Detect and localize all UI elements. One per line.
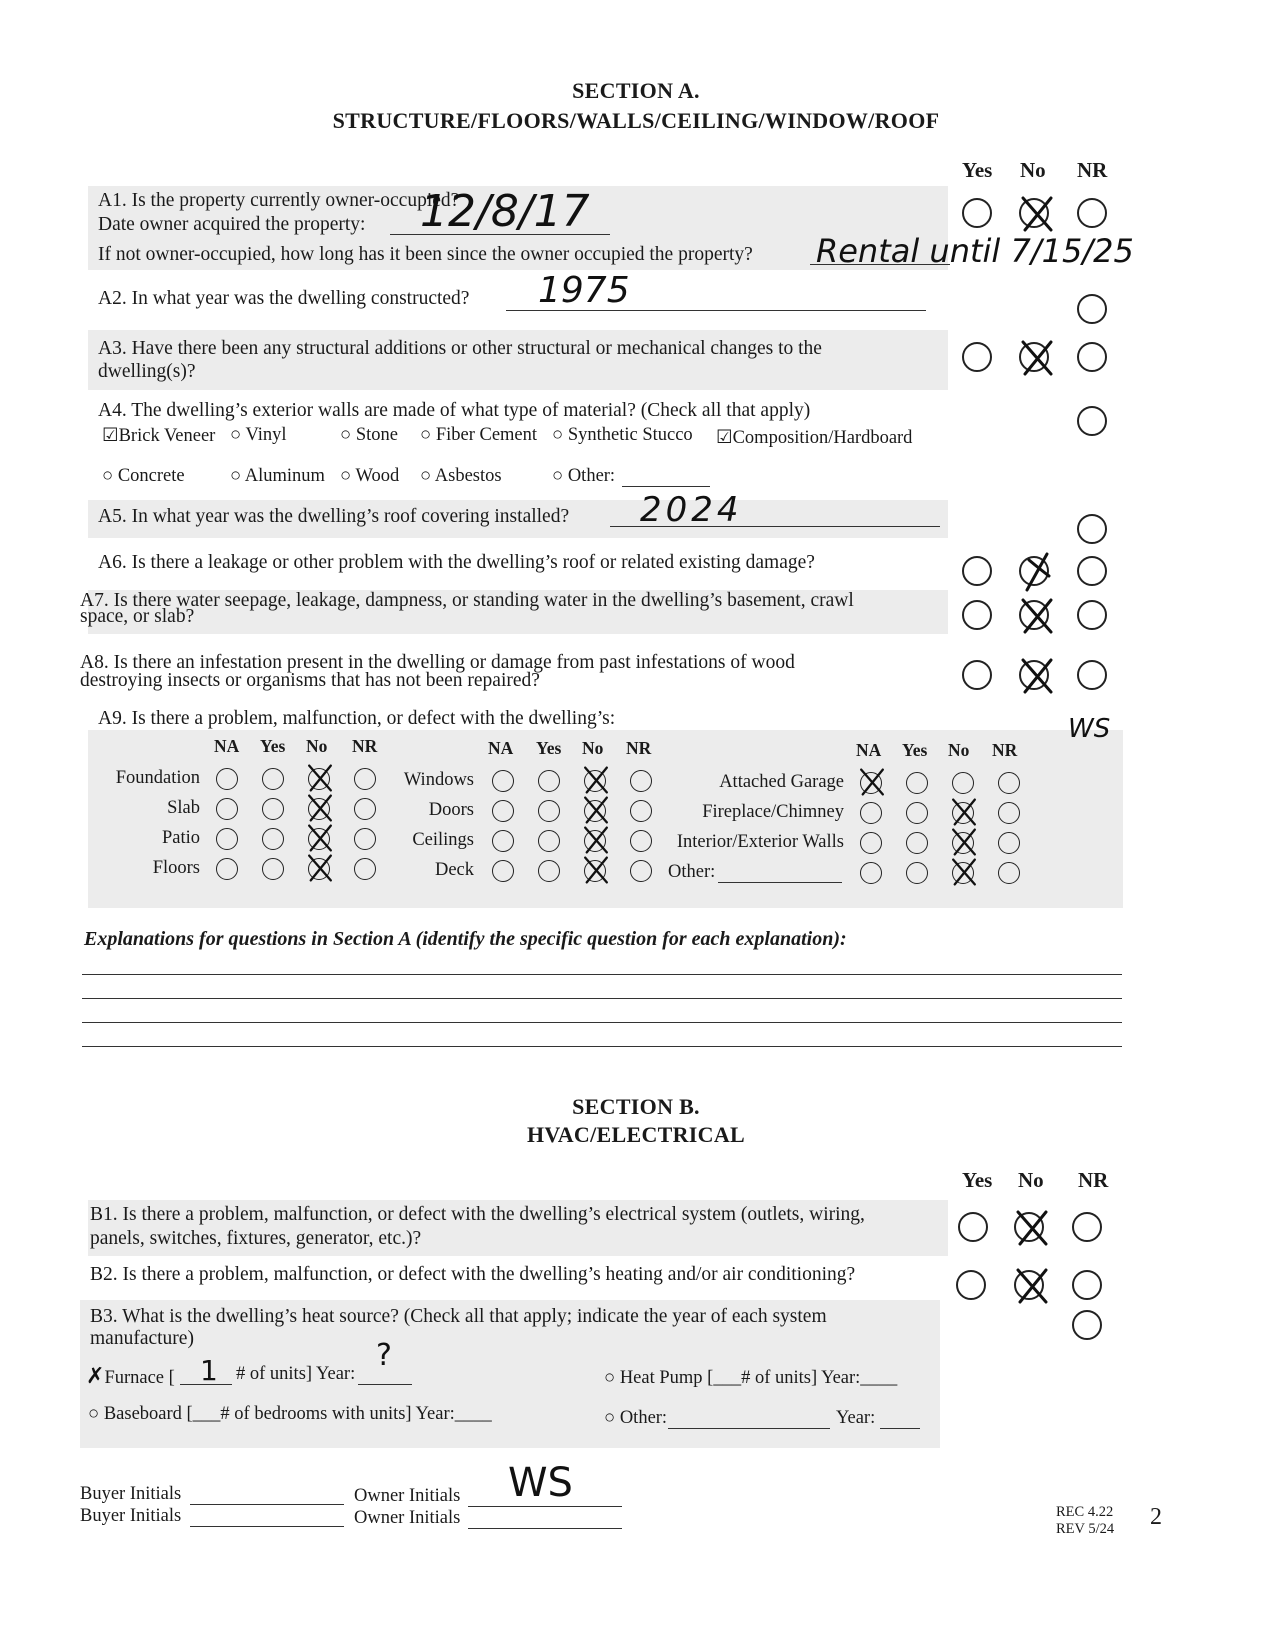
section-b-subtitle: HVAC/ELECTRICAL [526, 1122, 746, 1147]
b2-yes-radio[interactable] [956, 1270, 986, 1300]
a4-option-other[interactable]: ○ Other: [552, 466, 616, 486]
a3-yes-radio[interactable] [962, 342, 992, 372]
b-col-yes-header: Yes [962, 1168, 993, 1192]
a9-g2-row3-no-radio[interactable] [584, 830, 606, 852]
a9-g1-row1-yes-radio[interactable] [262, 768, 284, 790]
a9-patio-label: Patio [161, 828, 200, 848]
b3-furnace-units-value: 1 [200, 1354, 218, 1387]
b-col-no-header: No [1018, 1168, 1044, 1192]
a9-g3-nr-header: NR [992, 740, 1018, 760]
a1-date-value: 12/8/17 [420, 186, 590, 237]
a9-other-label: Other: [668, 862, 716, 882]
a8-no-radio[interactable] [1019, 660, 1049, 690]
a8-question-line1: A8. Is there an infestation present in the dwelling or damage from past infestations of wood [80, 652, 795, 673]
a9-g3-row1-no-radio[interactable] [952, 772, 974, 794]
a1-how-long-label: If not owner-occupied, how long has it been since the owner occupied the property? [98, 244, 753, 265]
a9-g3-row4-nr-radio[interactable] [998, 862, 1020, 884]
a8-question-line2: destroying insects or organisms that has not been repaired? [80, 670, 540, 691]
a4-nr-radio[interactable] [1077, 406, 1107, 436]
a9-fireplace-label: Fireplace/Chimney [702, 802, 844, 822]
a9-g2-row1-yes-radio[interactable] [538, 770, 560, 792]
a4-option-concrete[interactable]: ○ Concrete [102, 466, 185, 486]
a9-g3-row2-no-radio[interactable] [952, 802, 974, 824]
b1-nr-radio[interactable] [1072, 1212, 1102, 1242]
a9-g3-row4-na-radio[interactable] [860, 862, 882, 884]
a2-question: A2. In what year was the dwelling constructed? [98, 288, 470, 309]
a9-question: A9. Is there a problem, malfunction, or defect with the dwelling’s: [98, 708, 616, 729]
x-mark-icon: ✗ [86, 1364, 105, 1389]
a9-g1-row3-yes-radio[interactable] [262, 828, 284, 850]
a6-question: A6. Is there a leakage or other problem with the dwelling’s roof or related existing damage? [98, 552, 815, 573]
a9-g3-row2-nr-radio[interactable] [998, 802, 1020, 824]
a9-g2-yes-header: Yes [536, 738, 562, 758]
a9-g3-row3-na-radio[interactable] [860, 832, 882, 854]
a9-g3-row1-nr-radio[interactable] [998, 772, 1020, 794]
a6-yes-radio[interactable] [962, 556, 992, 586]
a9-g1-na-header: NA [214, 736, 240, 756]
explanation-line[interactable] [82, 958, 1122, 975]
buyer-initials-label-1: Buyer Initials [80, 1484, 182, 1504]
a7-no-radio[interactable] [1019, 600, 1049, 630]
a9-slab-label: Slab [167, 798, 200, 818]
a9-g2-row3-yes-radio[interactable] [538, 830, 560, 852]
section-a-explanations-label: Explanations for questions in Section A (identify the specific question for each explanation): [84, 928, 847, 950]
b3-question-line1: B3. What is the dwelling’s heat source? (Check all that apply; indicate the year of each system [90, 1306, 827, 1327]
a9-g2-row1-nr-radio[interactable] [630, 770, 652, 792]
a9-g2-na-header: NA [488, 738, 514, 758]
a8-nr-radio[interactable] [1077, 660, 1107, 690]
a9-g2-row4-na-radio[interactable] [492, 860, 514, 882]
a1-question: A1. Is the property currently owner-occupied? [98, 190, 460, 211]
a9-g1-row1-na-radio[interactable] [216, 768, 238, 790]
buyer-initials-field-2[interactable] [190, 1508, 344, 1527]
a5-year-value: 2024 [640, 490, 743, 530]
a9-g3-row3-no-radio[interactable] [952, 832, 974, 854]
a9-g2-row4-no-radio[interactable] [584, 860, 606, 882]
b-col-nr-header: NR [1078, 1168, 1109, 1192]
b1-yes-radio[interactable] [958, 1212, 988, 1242]
b3-furnace-year-label: # of units] Year: [236, 1364, 356, 1384]
b3-other-year-label: Year: [836, 1408, 876, 1428]
a9-g2-nr-header: NR [626, 738, 652, 758]
a9-foundation-label: Foundation [115, 768, 200, 788]
a9-deck-label: Deck [434, 860, 474, 880]
b3-question-line2: manufacture) [90, 1328, 194, 1349]
a1-date-label: Date owner acquired the property: [98, 214, 366, 235]
a9-g3-row2-na-radio[interactable] [860, 802, 882, 824]
x-mark-icon [1010, 1264, 1054, 1308]
a9-attached-garage-label: Attached Garage [719, 772, 844, 792]
a9-g1-no-header: No [306, 736, 328, 756]
a9-g1-row4-na-radio[interactable] [216, 858, 238, 880]
a5-nr-radio[interactable] [1077, 514, 1107, 544]
a9-g3-row1-na-radio[interactable] [860, 772, 882, 794]
a9-g1-row2-yes-radio[interactable] [262, 798, 284, 820]
a2-year-value: 1975 [538, 270, 630, 311]
a3-question-line2: dwelling(s)? [98, 361, 196, 382]
b3-furnace-year-value: ? [376, 1338, 392, 1373]
a4-option-wood[interactable]: ○ Wood [340, 466, 400, 486]
owner-initials-label-2: Owner Initials [354, 1508, 461, 1528]
a7-nr-radio[interactable] [1077, 600, 1107, 630]
x-mark-icon [1015, 336, 1059, 380]
a9-floors-label: Floors [152, 858, 200, 878]
a9-g3-row3-yes-radio[interactable] [906, 832, 928, 854]
b1-question-line1: B1. Is there a problem, malfunction, or defect with the dwelling’s electrical system (outlets, wiring, [90, 1204, 865, 1225]
a1-how-long-value: Rental until 7/15/25 [816, 232, 1134, 270]
a4-other-field[interactable] [622, 468, 710, 487]
b2-nr-radio[interactable] [1072, 1270, 1102, 1300]
b1-question-line2: panels, switches, fixtures, generator, etc.)? [90, 1228, 422, 1249]
section-a-title: SECTION A. [572, 78, 700, 103]
a9-g2-row4-yes-radio[interactable] [538, 860, 560, 882]
b2-no-radio[interactable] [1014, 1270, 1044, 1300]
a7-question-line1: A7. Is there water seepage, leakage, dampness, or standing water in the dwelling’s basement, crawl [80, 590, 854, 611]
a9-walls-label: Interior/Exterior Walls [676, 832, 844, 852]
a2-nr-radio[interactable] [1077, 294, 1107, 324]
a1-yes-radio[interactable] [962, 198, 992, 228]
a9-g1-yes-header: Yes [260, 736, 286, 756]
b3-other-field[interactable] [668, 1410, 830, 1429]
a9-g3-yes-header: Yes [902, 740, 928, 760]
a9-g1-row3-nr-radio[interactable] [354, 828, 376, 850]
a9-g2-row4-nr-radio[interactable] [630, 860, 652, 882]
x-mark-icon [1010, 1206, 1054, 1250]
b3-furnace-option[interactable]: ✗Furnace [ [86, 1364, 175, 1389]
b3-other-option[interactable]: ○ Other: [604, 1408, 668, 1428]
checked-icon: ☑ [716, 428, 733, 448]
a9-g1-row4-no-radio[interactable] [308, 858, 330, 880]
b3-heat-pump-option[interactable]: ○ Heat Pump [___# of units] Year:____ [604, 1368, 898, 1388]
a6-no-radio[interactable] [1019, 556, 1049, 586]
a9-g1-row3-no-radio[interactable] [308, 828, 330, 850]
b1-no-radio[interactable] [1014, 1212, 1044, 1242]
a9-g3-na-header: NA [856, 740, 882, 760]
a9-g2-row3-na-radio[interactable] [492, 830, 514, 852]
a9-g1-row1-nr-radio[interactable] [354, 768, 376, 790]
a9-g2-row3-nr-radio[interactable] [630, 830, 652, 852]
a9-g2-row2-na-radio[interactable] [492, 800, 514, 822]
col-nr-header: NR [1077, 158, 1108, 182]
form-code: REC 4.22 [1056, 1504, 1114, 1520]
a4-option-brick-veneer[interactable]: ☑Brick Veneer [102, 426, 216, 446]
check-mark-icon [1015, 550, 1059, 594]
a9-g2-no-header: No [582, 738, 604, 758]
owner-initials-value: WS [508, 1460, 573, 1506]
b3-nr-radio[interactable] [1072, 1310, 1102, 1340]
a9-g1-row1-no-radio[interactable] [308, 768, 330, 790]
b3-baseboard-option[interactable]: ○ Baseboard [___# of bedrooms with units] Year:____ [88, 1404, 492, 1424]
form-revision: REV 5/24 [1056, 1521, 1115, 1537]
a9-g1-row2-na-radio[interactable] [216, 798, 238, 820]
a9-ceilings-label: Ceilings [412, 830, 474, 850]
a9-g3-row1-yes-radio[interactable] [906, 772, 928, 794]
a9-g1-row4-nr-radio[interactable] [354, 858, 376, 880]
a3-no-radio[interactable] [1019, 342, 1049, 372]
a9-g1-row2-no-radio[interactable] [308, 798, 330, 820]
buyer-initials-label-2: Buyer Initials [80, 1506, 182, 1526]
a9-g3-no-header: No [948, 740, 970, 760]
a9-g2-row1-no-radio[interactable] [584, 770, 606, 792]
a4-question: A4. The dwelling’s exterior walls are made of what type of material? (Check all that apply) [98, 400, 811, 421]
a9-g1-row4-yes-radio[interactable] [262, 858, 284, 880]
section-a-subtitle: STRUCTURE/FLOORS/WALLS/CEILING/WINDOW/ROOF [332, 108, 940, 133]
a4-option-composition-hardboard[interactable]: ☑Composition/Hardboard [716, 428, 913, 448]
a9-doors-label: Doors [428, 800, 474, 820]
owner-initials-field-2[interactable] [468, 1510, 622, 1529]
a3-question-line1: A3. Have there been any structural additions or other structural or mechanical changes to the [98, 338, 822, 359]
a4-option-aluminum[interactable]: ○ Aluminum [230, 466, 325, 486]
a4-option-stone[interactable]: ○ Stone [340, 425, 398, 445]
a7-yes-radio[interactable] [962, 600, 992, 630]
a9-g1-row2-nr-radio[interactable] [354, 798, 376, 820]
x-mark-icon [1015, 594, 1059, 638]
a1-nr-radio[interactable] [1077, 198, 1107, 228]
a4-option-asbestos[interactable]: ○ Asbestos [420, 466, 502, 486]
a9-g2-row1-na-radio[interactable] [492, 770, 514, 792]
a9-g2-row2-nr-radio[interactable] [630, 800, 652, 822]
a9-g2-row2-no-radio[interactable] [584, 800, 606, 822]
a9-initials: WS [1068, 714, 1111, 744]
buyer-initials-field-1[interactable] [190, 1486, 344, 1505]
a4-option-fiber-cement[interactable]: ○ Fiber Cement [420, 425, 538, 445]
a9-g1-row3-na-radio[interactable] [216, 828, 238, 850]
owner-initials-label-1: Owner Initials [354, 1486, 461, 1506]
a9-other-field[interactable] [718, 864, 842, 883]
section-b-title: SECTION B. [572, 1094, 700, 1119]
a9-g3-row4-yes-radio[interactable] [906, 862, 928, 884]
explanation-line[interactable] [82, 982, 1122, 999]
a4-option-vinyl[interactable]: ○ Vinyl [230, 425, 287, 445]
explanation-line[interactable] [82, 1030, 1122, 1047]
a9-g3-row3-nr-radio[interactable] [998, 832, 1020, 854]
a9-g1-nr-header: NR [352, 736, 378, 756]
b3-other-year-field[interactable] [880, 1410, 920, 1429]
x-mark-icon [1015, 192, 1059, 236]
page-number: 2 [1150, 1504, 1162, 1530]
a9-windows-label: Windows [403, 770, 474, 790]
x-mark-icon [1015, 654, 1059, 698]
checked-icon: ☑ [102, 426, 119, 446]
a9-g3-row4-no-radio[interactable] [952, 862, 974, 884]
a1-no-radio[interactable] [1019, 198, 1049, 228]
a9-g2-row2-yes-radio[interactable] [538, 800, 560, 822]
a5-question: A5. In what year was the dwelling’s roof covering installed? [98, 506, 570, 527]
col-no-header: No [1020, 158, 1046, 182]
a7-question-line2: space, or slab? [80, 606, 195, 627]
col-yes-header: Yes [962, 158, 993, 182]
a3-nr-radio[interactable] [1077, 342, 1107, 372]
a9-g3-row2-yes-radio[interactable] [906, 802, 928, 824]
b2-question: B2. Is there a problem, malfunction, or defect with the dwelling’s heating and/or air conditioning? [90, 1264, 856, 1285]
a6-nr-radio[interactable] [1077, 556, 1107, 586]
explanation-line[interactable] [82, 1006, 1122, 1023]
a4-option-synthetic-stucco[interactable]: ○ Synthetic Stucco [552, 425, 693, 445]
a8-yes-radio[interactable] [962, 660, 992, 690]
